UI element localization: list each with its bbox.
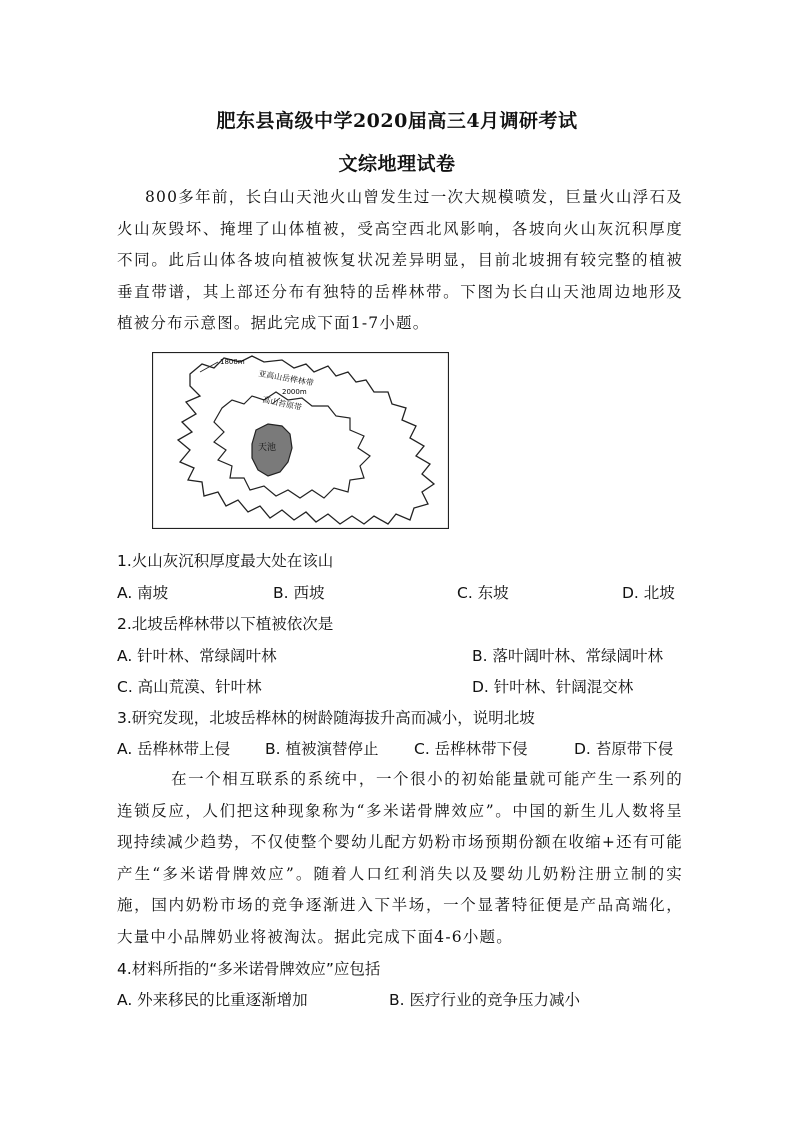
q4-option-b[interactable]: B. 医疗行业的竞争压力减小	[389, 991, 580, 1009]
q1-option-a[interactable]: A. 南坡	[117, 584, 169, 602]
exam-title: 肥东县高级中学2020届高三4月调研考试	[216, 110, 578, 132]
q3-option-a[interactable]: A. 岳桦林带上侵	[117, 740, 231, 758]
label-tianchi: 天池	[258, 443, 277, 453]
q3-option-b[interactable]: B. 植被演替停止	[265, 740, 379, 758]
q1-option-d[interactable]: D. 北坡	[622, 584, 675, 602]
q3-option-c[interactable]: C. 岳桦林带下侵	[414, 740, 528, 758]
question-4-stem: 4.材料所指的“多米诺骨牌效应”应包括	[117, 960, 381, 978]
q2-option-a[interactable]: A. 针叶林、常绿阔叶林	[117, 647, 277, 665]
q1-option-b[interactable]: B. 西坡	[273, 584, 325, 602]
q1-option-c[interactable]: C. 东坡	[457, 584, 509, 602]
q4-option-a[interactable]: A. 外来移民的比重逐渐增加	[117, 991, 308, 1009]
q2-option-d[interactable]: D. 针叶林、针阔混交林	[472, 678, 634, 696]
q3-option-d[interactable]: D. 苔原带下侵	[574, 740, 674, 758]
label-1800m: 1800m	[220, 358, 245, 366]
label-subalpine-birch-belt: 亚高山岳桦林带	[257, 369, 315, 388]
question-1-stem: 1.火山灰沉积厚度最大处在该山	[117, 552, 334, 570]
tianchi-vegetation-map	[152, 352, 449, 529]
exam-subtitle: 文综地理试卷	[338, 153, 456, 175]
label-2000m: 2000m	[282, 388, 307, 396]
q2-option-c[interactable]: C. 高山荒漠、针叶林	[117, 678, 262, 696]
q2-option-b[interactable]: B. 落叶阔叶林、常绿阔叶林	[472, 647, 663, 665]
question-3-stem: 3.研究发现，北坡岳桦林的树龄随海拔升高而减小，说明北坡	[117, 709, 535, 727]
label-alpine-tundra-belt: 高山苔原带	[261, 395, 303, 413]
passage-domino-effect: 在一个相互联系的系统中，一个很小的初始能量就可能产生一系列的连锁反应，人们把这种现象称为“多米诺骨牌效应”。中国的新生儿人数将呈现持续减少趋势，不仅使整个婴幼儿配方奶粉市场预期份额在收缩+还有可能产生“多米诺骨牌效应”。随着人口红利消失以及婴幼儿奶粉注册立制的实施，国内奶粉市场的竞争逐渐进入下半场，一个显著特征便是产品高端化，大量中小品牌奶业将被淘汰。据此完成下面4-6小题。	[117, 770, 683, 946]
question-2-stem: 2.北坡岳桦林带以下植被依次是	[117, 615, 334, 633]
passage-changbaishan: 800多年前，长白山天池火山曾发生过一次大规模喷发，巨量火山浮石及火山灰毁坏、掩埋了山体植被，受高空西北风影响，各坡向火山灰沉积厚度不同。此后山体各坡向植被恢复状况差异明显，目前北坡拥有较完整的植被垂直带谱，其上部还分布有独特的岳桦林带。下图为长白山天池周边地形及植被分布示意图。据此完成下面1-7小题。	[117, 188, 683, 333]
